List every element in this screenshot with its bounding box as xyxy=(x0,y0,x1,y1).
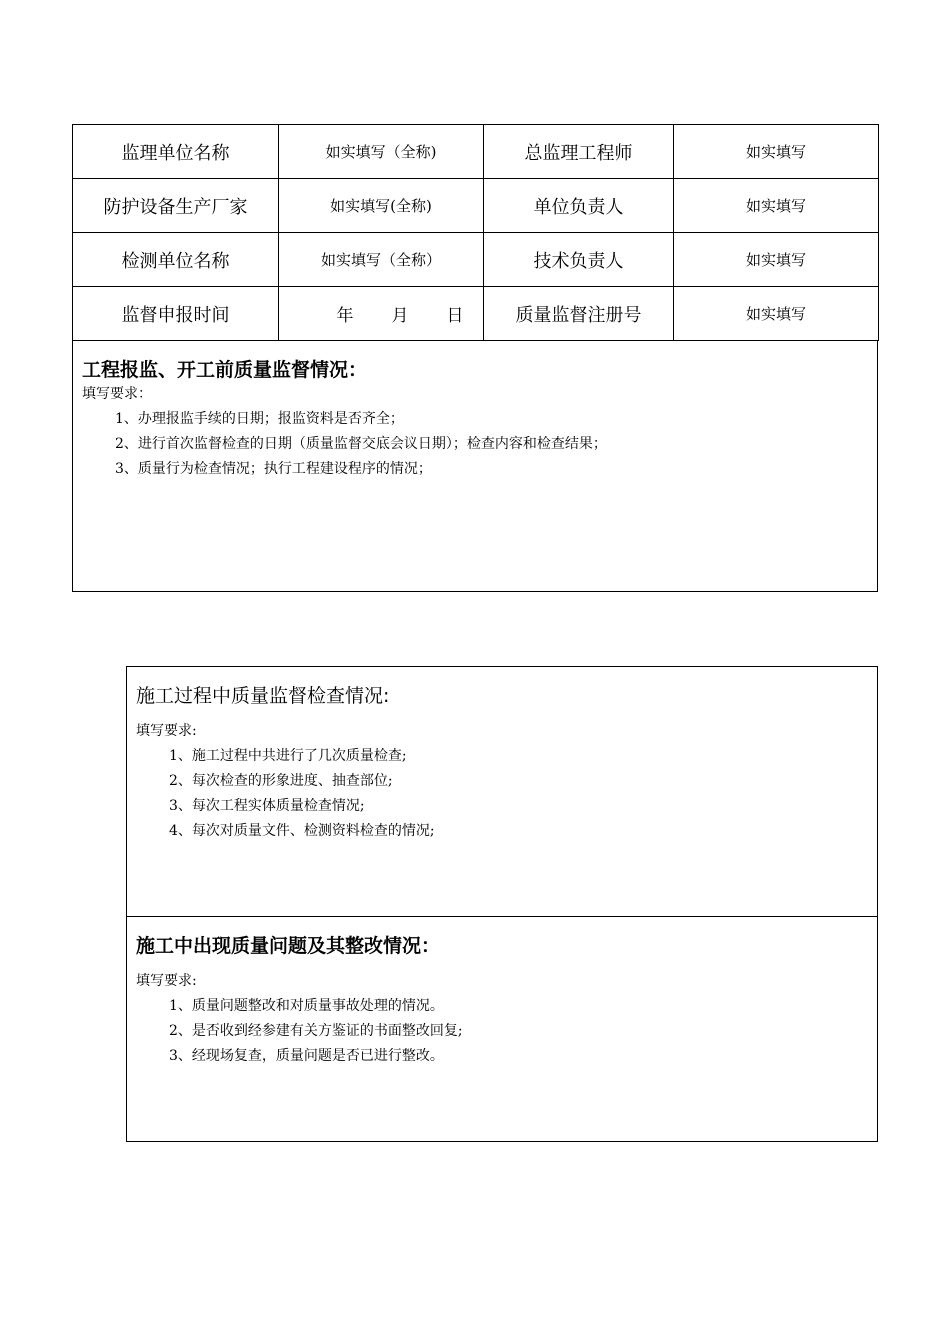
section-divider xyxy=(127,916,877,917)
technical-head-value: 如实填写 xyxy=(674,233,879,287)
list-item: 3、经现场复查，质量问题是否已进行整改。 xyxy=(169,1048,444,1064)
chief-engineer-value: 如实填写 xyxy=(674,125,879,179)
supervision-unit-label: 监理单位名称 xyxy=(73,125,279,179)
list-item: 2、是否收到经参建有关方鉴证的书面整改回复; xyxy=(169,1023,463,1039)
list-item: 2、进行首次监督检查的日期（质量监督交底会议日期）；检查内容和检查结果； xyxy=(115,436,607,452)
section-pre-construction xyxy=(72,341,878,592)
table-row xyxy=(73,287,879,341)
section-title: 施工中出现质量问题及其整改情况： xyxy=(136,935,441,957)
section-title: 施工过程中质量监督检查情况: xyxy=(136,685,390,707)
supervision-unit-value: 如实填写（全称) xyxy=(279,125,484,179)
technical-head-label: 技术负责人 xyxy=(484,233,674,287)
report-time-label: 监督申报时间 xyxy=(73,287,279,341)
section-construction-group xyxy=(126,666,878,1142)
table-row xyxy=(73,179,879,233)
requirements-label: 填写要求: xyxy=(136,723,197,739)
requirements-label: 填写要求： xyxy=(82,386,152,402)
manufacturer-label: 防护设备生产厂家 xyxy=(73,179,279,233)
list-item: 4、每次对质量文件、检测资料检查的情况; xyxy=(169,823,435,839)
table-row xyxy=(73,125,879,179)
date-year: 年 xyxy=(336,306,354,326)
list-item: 1、质量问题整改和对质量事故处理的情况。 xyxy=(169,998,444,1014)
list-item: 1、办理报监手续的日期；报监资料是否齐全； xyxy=(115,411,404,427)
date-day: 日 xyxy=(446,306,464,326)
date-month: 月 xyxy=(391,306,409,326)
section-title: 工程报监、开工前质量监督情况： xyxy=(82,359,368,381)
registration-number-value: 如实填写 xyxy=(674,287,879,341)
table-row xyxy=(73,233,879,287)
manufacturer-value: 如实填写(全称) xyxy=(279,179,484,233)
info-table xyxy=(72,124,879,341)
list-item: 2、每次检查的形象进度、抽查部位; xyxy=(169,773,393,789)
testing-unit-label: 检测单位名称 xyxy=(73,233,279,287)
requirements-label: 填写要求: xyxy=(136,973,197,989)
unit-head-label: 单位负责人 xyxy=(484,179,674,233)
unit-head-value: 如实填写 xyxy=(674,179,879,233)
chief-engineer-label: 总监理工程师 xyxy=(484,125,674,179)
testing-unit-value: 如实填写（全称） xyxy=(279,233,484,287)
list-item: 1、施工过程中共进行了几次质量检查; xyxy=(169,748,407,764)
list-item: 3、每次工程实体质量检查情况; xyxy=(169,798,365,814)
registration-number-label: 质量监督注册号 xyxy=(484,287,674,341)
report-date-field xyxy=(279,287,484,341)
list-item: 3、质量行为检查情况；执行工程建设程序的情况； xyxy=(115,461,432,477)
